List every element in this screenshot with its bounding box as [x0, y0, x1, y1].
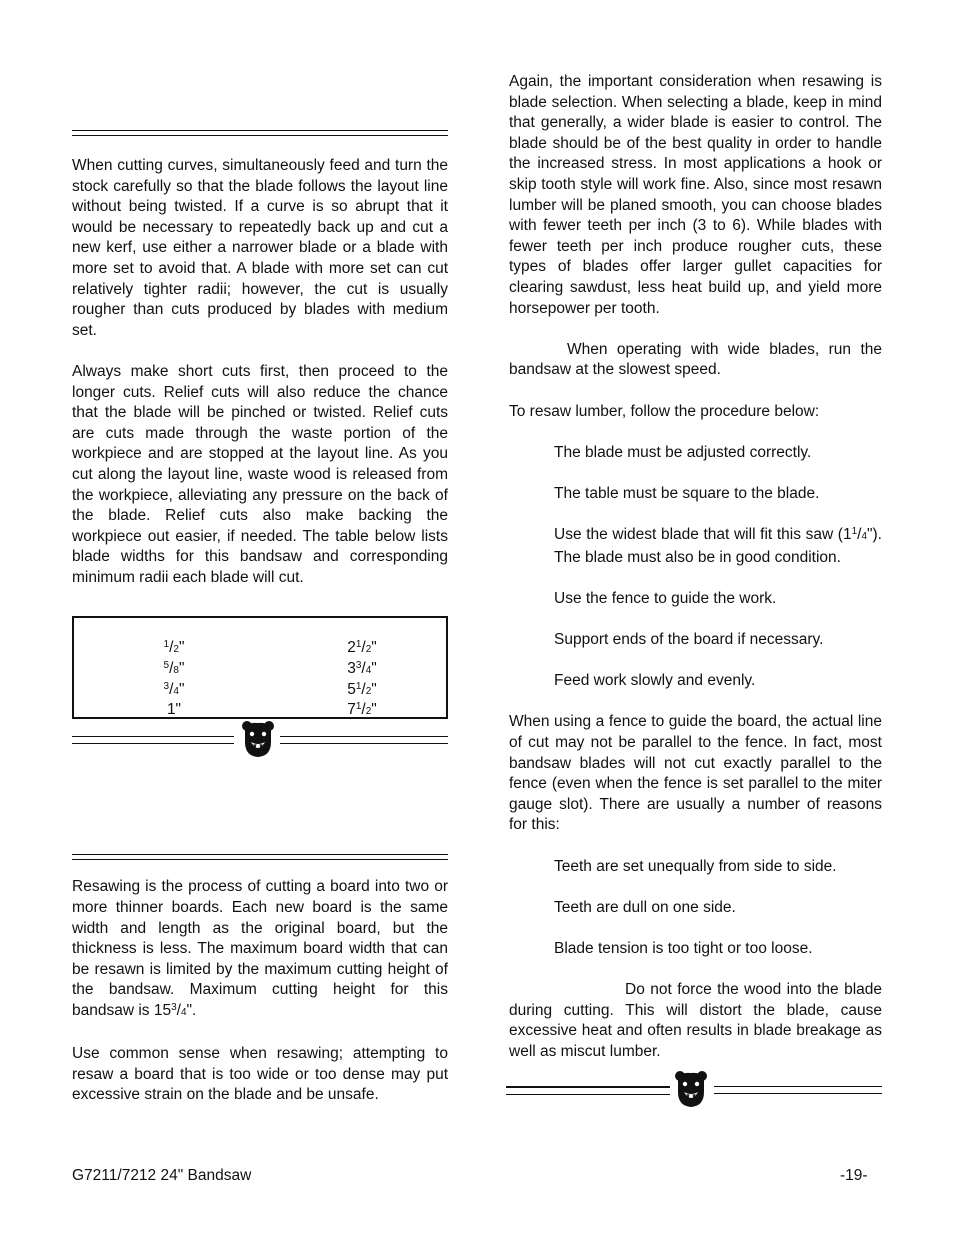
reason-3: Blade tension is too tight or too loose. [554, 939, 813, 957]
blade-selection-paragraph: Again, the important consideration when resawing is blade selection. When selecting a blade, keep in mind that generally, a wider blade is easier to control. The blade should be of the best quality in order to handle the increased stress. In most applications a hook or skip tooth style will work fine. Also, since most resawn lumber will be planed smooth, you can choose blades with fewer teeth per inch (3 to 6). While blades with fewer teeth per inch produce rougher cuts, these types of blades offer larger gullet capacities for clearing sawdust, less heat build up, and yield more horsepower per tooth. [509, 73, 882, 317]
table-cell: $5^1/2$" [347, 680, 377, 698]
right-column [509, 72, 882, 1112]
bear-logo-icon [674, 1070, 708, 1108]
table-cell: $^1$/2" [163, 639, 185, 657]
reason-2: Teeth are dull on one side. [554, 898, 736, 916]
relief-cuts-paragraph: Always make short cuts first, then proceed to the longer cuts. Relief cuts will also reduce the chance that the blade will be pinched or twisted. Relief cuts are cuts made through the waste portion of the workpiece and are stopped at the layout line. As you cut along the layout line, waste wood is released from the workpiece, alleviating any pressure on the back of the blade. Relief cuts also make backing the workpiece out easier, if needed. The table below lists blade widths for this bandsaw and corresponding minimum radii each blade will cut. [72, 362, 448, 586]
procedure-step-3: Use the widest blade that will fit this saw $(1^1/4")$. The blade must also be in good condition. [554, 526, 882, 566]
footer-page-number: -19- [840, 1167, 868, 1184]
curve-cutting-paragraph: When cutting curves, simultaneously feed and turn the stock carefully so that the blade follows the layout line without being twisted. If a curve is so abrupt that it would be necessary to repeatedly back up and cut a new kerf, use either a narrower blade or a blade with more set to avoid that. A blade with more set can cut relatively tighter radii; however, the cut is usually rougher than cuts produced by blades with medium set. [72, 157, 448, 339]
resawing-definition-paragraph: Resawing is the process of cutting a board into two or more thinner boards. Each new board is the same width and length as the original board, but the thickness is less. The maximum board width that can be resawn is limited by the maximum cutting height of the bandsaw. Maximum cutting height for this bandsaw is $15^3/4$". [72, 878, 448, 1020]
caution-paragraph: Do not force the wood into the blade during cutting. This will distort the blade, cause excessive heat and often results in blade breakage as well as miscut lumber. [509, 981, 882, 1060]
table-cell: $2^1/2$" [347, 639, 377, 657]
table-cell: $^3$/4" [163, 680, 185, 698]
bear-divider [506, 1072, 882, 1112]
blade-radius-table [72, 616, 448, 719]
table-cell: $^5$/8" [163, 660, 185, 678]
procedure-step-5: Support ends of the board if necessary. [554, 631, 824, 649]
bear-divider [72, 722, 448, 762]
fence-paragraph: When using a fence to guide the board, the actual line of cut may not be parallel to the fence. In fact, most bandsaw blades will not cut exactly parallel to the fence (even when the fence is set parallel to the miter gauge slot). There are usually a number of reasons for this: [509, 713, 882, 834]
footer-model: G7211/7212 24" Bandsaw [72, 1167, 252, 1184]
procedure-step-6: Feed work slowly and evenly. [554, 672, 756, 690]
resaw-safety-paragraph: Use common sense when resawing; attempting to resaw a board that is too wide or too dense may put excessive strain on the blade and be unsafe. [72, 1045, 448, 1104]
procedure-step-4: Use the fence to guide the work. [554, 589, 777, 607]
reason-1: Teeth are set unequally from side to side. [554, 857, 837, 875]
table-cell: $3^3/4$" [347, 660, 377, 678]
left-column [72, 130, 448, 1106]
procedure-step-2: The table must be square to the blade. [554, 484, 820, 502]
procedure-intro: To resaw lumber, follow the procedure below: [509, 402, 820, 420]
blade-width-column [154, 638, 194, 720]
bear-logo-icon [241, 720, 275, 758]
table-cell: $7^1/2$" [347, 701, 377, 719]
wide-blade-note: When operating with wide blades, run the bandsaw at the slowest speed. [509, 340, 882, 379]
procedure-step-1: The blade must be adjusted correctly. [554, 443, 812, 461]
min-radius-column [342, 638, 382, 720]
table-cell: 1" [166, 701, 182, 719]
